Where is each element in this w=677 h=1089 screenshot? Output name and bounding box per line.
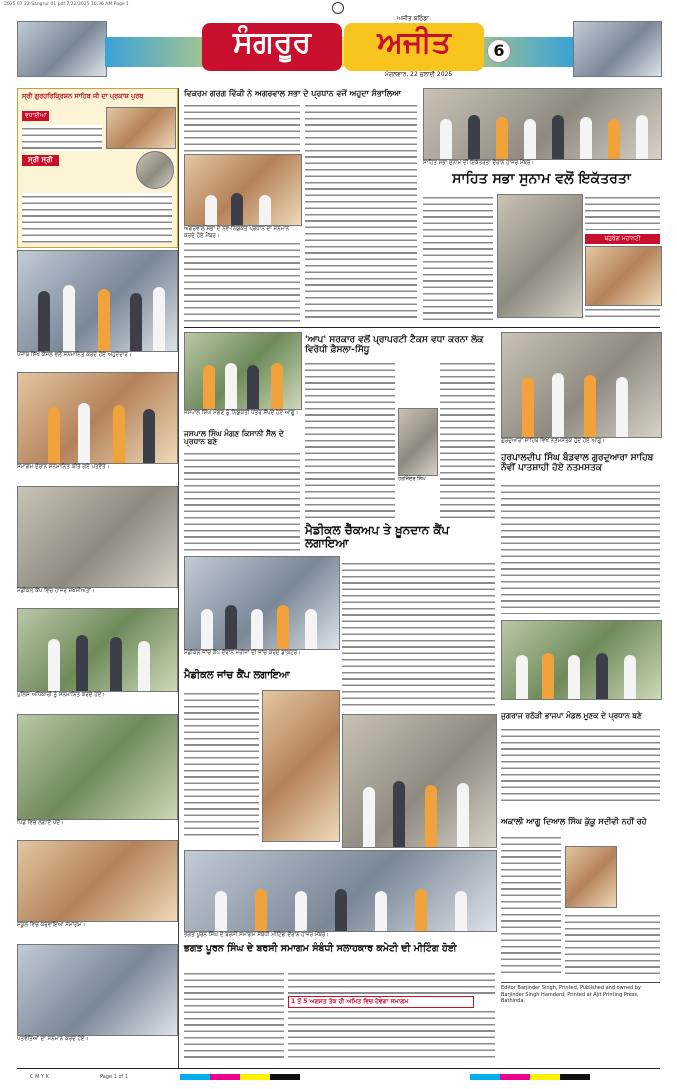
left-caption-6: ਸਕੂਲ ਵਿਚ ਕਰਵਾਇਆ ਸਮਾਗਮ। — [17, 922, 86, 928]
left-caption-1: ਪੰਜਾਬ ਸਿੱਖ ਕੌਂਸਲ ਵਲੋਂ ਸਨਮਾਨਿਤ ਕਰਦੇ ਹੋਏ ਅਹੁਦੇਦਾਰ। — [17, 352, 132, 358]
bottom-rule — [17, 1068, 660, 1069]
headline-dial-singh: ਅਕਾਲੀ ਆਗੂ ਦਿਆਲ ਸਿੰਘ ਕੁੱਕੂ ਸਦੀਵੀ ਨਹੀਂ ਰਹੇ — [501, 817, 647, 826]
masthead-edition: ਅਜੀਤ ਬਠਿੰਡਾ — [397, 15, 429, 22]
caption-bhagat: ਭਗਤ ਪੂਰਨ ਸਿੰਘ ਦੇ ਬਰਸੀ ਸਮਾਗਮ ਸੰਬੰਧੀ ਮੀਟਿੰਗ ਦੌਰਾਨ ਹਾਜ਼ਰ ਮੈਂਬਰ। — [184, 932, 330, 938]
guest-caption-text — [585, 306, 660, 322]
page-number: 6 — [487, 39, 511, 63]
story-jugraj-text — [501, 726, 660, 806]
photo-blood-donation — [342, 714, 497, 848]
photo-sahit-sabha — [423, 88, 662, 160]
photo-medical-camp — [262, 690, 340, 842]
masthead-right-photo — [573, 21, 662, 77]
left-photo-5 — [17, 714, 178, 820]
divider-mid-1 — [184, 327, 660, 328]
ad-text — [22, 125, 102, 151]
caption-agarwal: ਅਗਰਵਾਲ ਸਭਾ ਦੇ ਨਵ-ਨਿਯੁਕਤ ਪ੍ਰਧਾਨ ਦਾ ਸਨਮਾਨ ਕਰਦੇ ਹੋਏ ਮੈਂਬਰ। — [184, 226, 290, 239]
left-column-divider — [178, 88, 179, 1068]
story-sahit-text-1 — [423, 194, 493, 322]
photo-jugraj — [501, 620, 662, 700]
color-bar — [180, 1074, 300, 1080]
masthead-title-right: ਅਜੀਤ — [377, 25, 451, 60]
headline-jaspal: ਜਸਪਾਲ ਸਿੰਘ ਮੰਗਣ ਕਿਸਾਨੀ ਸੈੱਲ ਦੇ ਪ੍ਰਧਾਨ ਬਣੇ — [184, 429, 284, 447]
left-caption-3: ਮੈਡੀਕਲ ਕੈਂਪ ਵਿਚ ਹਾਜ਼ਰ ਸ਼ਖ਼ਸੀਅਤਾਂ। — [17, 588, 95, 594]
photo-medical-checkup — [184, 556, 340, 650]
byline-sidhu: ਹਰਜਿੰਦਰ ਸਿੰਘ — [398, 476, 426, 482]
headline-aap-property-tax: 'ਆਪ' ਸਰਕਾਰ ਵਲੋਂ ਪ੍ਰਾਪਰਟੀ ਟੈਕਸ ਵਧਾ ਕਰਨਾ ਲੋਕ ਵਿਰੋਧੀ ਫ਼ੈਸਲਾ-ਸਿੱਧੂ — [305, 335, 484, 355]
photo-jaspal — [184, 332, 302, 410]
caption-jaspal: ਜਸਪਾਲ ਸਿੰਘ ਮੰਗਣ ਨੂੰ ਨਿਯੁਕਤੀ ਪੱਤਰ ਸੌਂਪਦੇ ਹੋਏ ਆਗੂ। — [184, 410, 299, 416]
photo-sahit-group — [497, 194, 583, 318]
left-caption-5: ਪਿੰਡ ਵਿਚ ਲਗਾਏ ਪੌਦੇ। — [17, 820, 64, 826]
footer-page: Page 1 of 1 — [100, 1074, 129, 1080]
left-photo-1 — [17, 250, 178, 352]
left-photo-3 — [17, 486, 178, 588]
story-dial-singh-text-2 — [565, 912, 660, 974]
caption-medical-checkup: ਮੈਡੀਕਲ ਜਾਂਚ ਕੈਂਪ ਦੌਰਾਨ ਮਰੀਜ਼ਾਂ ਦੀ ਜਾਂਚ ਕਰਦੇ ਡਾਕਟਰ। — [184, 650, 301, 656]
story-agarwal-text-1 — [184, 102, 300, 152]
story-jaspal-text — [184, 450, 300, 552]
left-caption-4: ਪੁਲਿਸ ਅਧਿਕਾਰੀ ਨੂੰ ਸਨਮਾਨਿਤ ਕਰਦੇ ਹੋਏ। — [17, 692, 105, 698]
masthead-date: ਮੰਗਲਵਾਰ, 22 ਜੁਲਾਈ 2025 — [385, 71, 453, 78]
left-column — [17, 88, 176, 1068]
ad-title: ਸ੍ਰੀ ਗੁਰਹਰਿਕ੍ਰਿਸ਼ਨ ਸਾਹਿਬ ਜੀ ਦਾ ਪ੍ਰਕਾਸ਼ ਪੁਰਬ — [22, 92, 144, 100]
story-sahit-text-2 — [585, 194, 660, 230]
left-photo-2 — [17, 372, 178, 464]
subhead-bhagat: 1 ਤੋਂ 5 ਅਗਸਤ ਤੱਕ ਹੀ ਅਮਿਤ ਵਿਚ ਹੋਵੇਗਾ ਸਮਾਗਮ — [288, 996, 474, 1008]
caption-harpaldeep: ਗੁਰਦੁਆਰਾ ਸਾਹਿਬ ਵਿਖੇ ਨਤਮਸਤਕ ਹੁੰਦੇ ਹੋਏ ਆਗੂ। — [501, 438, 605, 444]
story-harpaldeep-text — [501, 482, 660, 614]
ad-badge-2: ਸ੍ਰੀ ਸ੍ਰੀ — [22, 155, 59, 166]
caption-sahit-sabha: ਸਾਹਿਤ ਸਭਾ ਸੁਨਾਮ ਦੀ ਇਕੱਤਰਤਾ ਦੌਰਾਨ ਹਾਜ਼ਰ ਮੈਂਬਰ। — [423, 160, 535, 166]
headline-medical-blood: ਮੈਡੀਕਲ ਚੈੱਕਅਪ ਤੇ ਖ਼ੂਨਦਾਨ ਕੈਂਪ ਲਗਾਇਆ — [305, 523, 450, 551]
headline-jugraj: ਜੁਗਰਾਜ ਰਠੋੜੀ ਭਾਜਪਾ ਮੰਡਲ ਮੂਣਕ ਦੇ ਪ੍ਰਧਾਨ ਬਣੇ — [501, 711, 642, 720]
photo-sidhu — [398, 408, 438, 476]
headline-sahit-sabha: ਸਾਹਿਤ ਸਭਾ ਸੁਨਾਮ ਵਲੋਂ ਇਕੱਤਰਤਾ — [452, 171, 631, 187]
left-caption-2: ਸਮਾਗਮ ਦੌਰਾਨ ਸਨਮਾਨਿਤ ਕੀਤੇ ਗਏ ਪਤਵੰਤੇ। — [17, 464, 110, 470]
left-caption-7: ਪਤਵੰਤਿਆਂ ਦਾ ਸਨਮਾਨ ਕਰਦੇ ਹੋਏ। — [17, 1036, 89, 1042]
story-bhagat-text-3 — [288, 1008, 495, 1058]
story-bhagat-text-2 — [288, 970, 495, 994]
photo-bhagat-meeting — [184, 850, 497, 932]
registration-mark-icon — [332, 2, 344, 14]
ad-blessing-text — [22, 193, 172, 243]
story-medical-camp-text — [184, 690, 259, 840]
headline-medical-camp: ਮੈਡੀਕਲ ਜਾਂਚ ਕੈਂਪ ਲਗਾਇਆ — [184, 670, 290, 681]
story-bhagat-text-1 — [184, 970, 284, 1058]
slug-line: 2025 07 22 Sangrur 01 pdf 7/22/2025 10:36 AM Page 1 — [4, 2, 129, 7]
masthead-title-left: ਸੰਗਰੂਰ — [232, 25, 312, 60]
headline-bhagat-puran-singh: ਭਗਤ ਪੂਰਨ ਸਿੰਘ ਦੇ ਬਰਸੀ ਸਮਾਗਮ ਸੰਬੰਧੀ ਸਲਾਹਕਾਰ ਕਮੇਟੀ ਦੀ ਮੀਟਿੰਗ ਹੋਈ — [184, 943, 457, 954]
photo-harpaldeep — [501, 332, 662, 438]
photo-agarwal-sabha — [184, 154, 302, 226]
story-agarwal-text-2 — [184, 240, 300, 322]
left-photo-7 — [17, 944, 178, 1036]
color-bar-right — [470, 1074, 590, 1080]
masthead-left-photo — [17, 21, 107, 77]
story-medical-blood-text — [342, 560, 495, 710]
footer-imprint: Editor Barjinder Singh, Printed, Published and owned by Barjinder Singh Hamdard, Printed at Ajit Printing Press, Bathinda. — [501, 982, 660, 1005]
ad-golden-temple-photo — [106, 107, 176, 149]
headline-harpaldeep: ਹਰਪਾਲਦੀਪ ਸਿੰਘ ਬੰਡਵਾਲ ਗੁਰਦੁਆਰਾ ਸਾਹਿਬ ਨੌਵੀਂ ਪਾਤਸ਼ਾਹੀ ਹੋਏ ਨਤਮਸਤਕ — [501, 453, 654, 473]
left-photo-4 — [17, 608, 178, 692]
guest-label: ਬਹੁਰੰਗ ਮਹਾਨਟੀ — [585, 234, 660, 244]
ad-badge-1: ਵਧਾਈਆਂ — [22, 111, 49, 121]
left-photo-6 — [17, 840, 178, 922]
masthead — [17, 15, 660, 77]
story-aap-text-1 — [305, 360, 395, 520]
footer-cmyk: C M Y K — [30, 1074, 49, 1080]
photo-dial-singh — [565, 846, 617, 908]
story-dial-singh-text-1 — [501, 834, 561, 974]
headline-agarwal-sabha: ਵਿਕਰਮ ਗਰਗ ਵਿੱਕੀ ਨੇ ਅਗਰਵਾਲ ਸਭਾ ਦੇ ਪ੍ਰਧਾਨ ਵਜੋਂ ਅਹੁਦਾ ਸੰਭਾਲਿਆ — [184, 89, 401, 98]
story-agarwal-text-3 — [305, 102, 417, 322]
photo-guest — [585, 246, 662, 306]
story-aap-text-2 — [440, 360, 495, 520]
ad-person-photo — [136, 151, 174, 189]
religious-ad — [17, 88, 178, 248]
